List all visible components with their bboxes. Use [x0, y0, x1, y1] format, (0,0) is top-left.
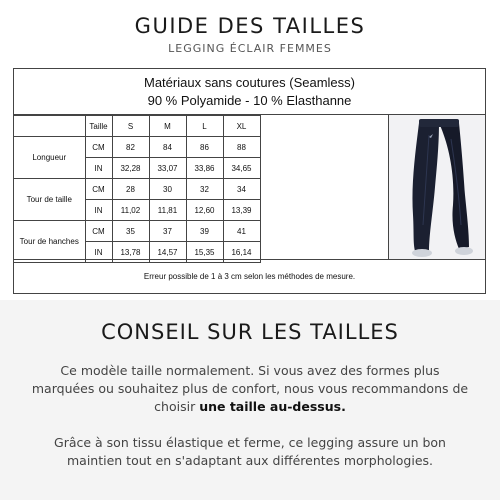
table-corner-cell — [14, 116, 85, 137]
table-row — [14, 137, 387, 158]
page-subtitle: LEGGING ÉCLAIR FEMMES — [168, 42, 332, 55]
size-chart-box — [13, 68, 486, 294]
size-header-m: M — [149, 116, 186, 137]
materials-header — [14, 69, 485, 115]
measure-label-hips: Tour de hanches — [14, 221, 85, 263]
advice-paragraph-2: Grâce à son tissu élastique et ferme, ce legging assure un bon maintien tout en s'adaptant aux différentes morphologies. — [54, 435, 446, 468]
table-cell: 28 — [112, 179, 149, 200]
size-header-label: Taille — [85, 116, 112, 137]
table-cell: 34 — [223, 179, 260, 200]
unit-in: IN — [85, 242, 112, 263]
table-cell: 13,39 — [223, 200, 260, 221]
table-cell: 84 — [149, 137, 186, 158]
table-cell: 82 — [112, 137, 149, 158]
table-cell: 12,60 — [186, 200, 223, 221]
table-cell: 15,35 — [186, 242, 223, 263]
table-cell: 32 — [186, 179, 223, 200]
table-cell: 11,02 — [112, 200, 149, 221]
unit-in: IN — [85, 158, 112, 179]
page-title: GUIDE DES TAILLES — [134, 14, 366, 38]
measure-label-length: Longueur — [14, 137, 85, 179]
advice-text: Ce modèle taille normalement. Si vous avez des formes plus marquées ou souhaitez plus de confort, nous vous recommandons de choisir — [31, 363, 469, 414]
unit-cm: CM — [85, 137, 112, 158]
legging-illustration — [389, 115, 485, 259]
table-cell: 14,57 — [149, 242, 186, 263]
table-cell: 11,81 — [149, 200, 186, 221]
table-cell: 35 — [112, 221, 149, 242]
unit-cm: CM — [85, 179, 112, 200]
table-row — [14, 179, 387, 200]
table-cell: 30 — [149, 179, 186, 200]
size-header-xl: XL — [223, 116, 260, 137]
unit-in: IN — [85, 200, 112, 221]
unit-cm: CM — [85, 221, 112, 242]
materials-line-2: 90 % Polyamide - 10 % Elasthanne — [147, 93, 352, 108]
table-cell: 33,86 — [186, 158, 223, 179]
table-cell: 41 — [223, 221, 260, 242]
size-header-s: S — [112, 116, 149, 137]
measure-label-waist: Tour de taille — [14, 179, 85, 221]
materials-line-1: Matériaux sans coutures (Seamless) — [144, 75, 355, 90]
size-header-l: L — [186, 116, 223, 137]
legging-photo — [388, 115, 485, 259]
advice-paragraph-1 — [30, 362, 470, 416]
table-cell: 32,28 — [112, 158, 149, 179]
table-row — [14, 221, 387, 242]
size-table — [14, 115, 387, 263]
table-cell: 39 — [186, 221, 223, 242]
table-cell: 16,14 — [223, 242, 260, 263]
table-cell: 86 — [186, 137, 223, 158]
measurement-note: Erreur possible de 1 à 3 cm selon les méthodes de mesure. — [14, 259, 485, 293]
table-cell: 33,07 — [149, 158, 186, 179]
advice-highlight: une taille au-dessus. — [199, 399, 346, 414]
advice-title: CONSEIL SUR LES TAILLES — [101, 320, 399, 344]
table-header-row — [14, 116, 387, 137]
table-cell: 34,65 — [223, 158, 260, 179]
table-cell: 88 — [223, 137, 260, 158]
table-cell: 13,78 — [112, 242, 149, 263]
table-cell: 37 — [149, 221, 186, 242]
